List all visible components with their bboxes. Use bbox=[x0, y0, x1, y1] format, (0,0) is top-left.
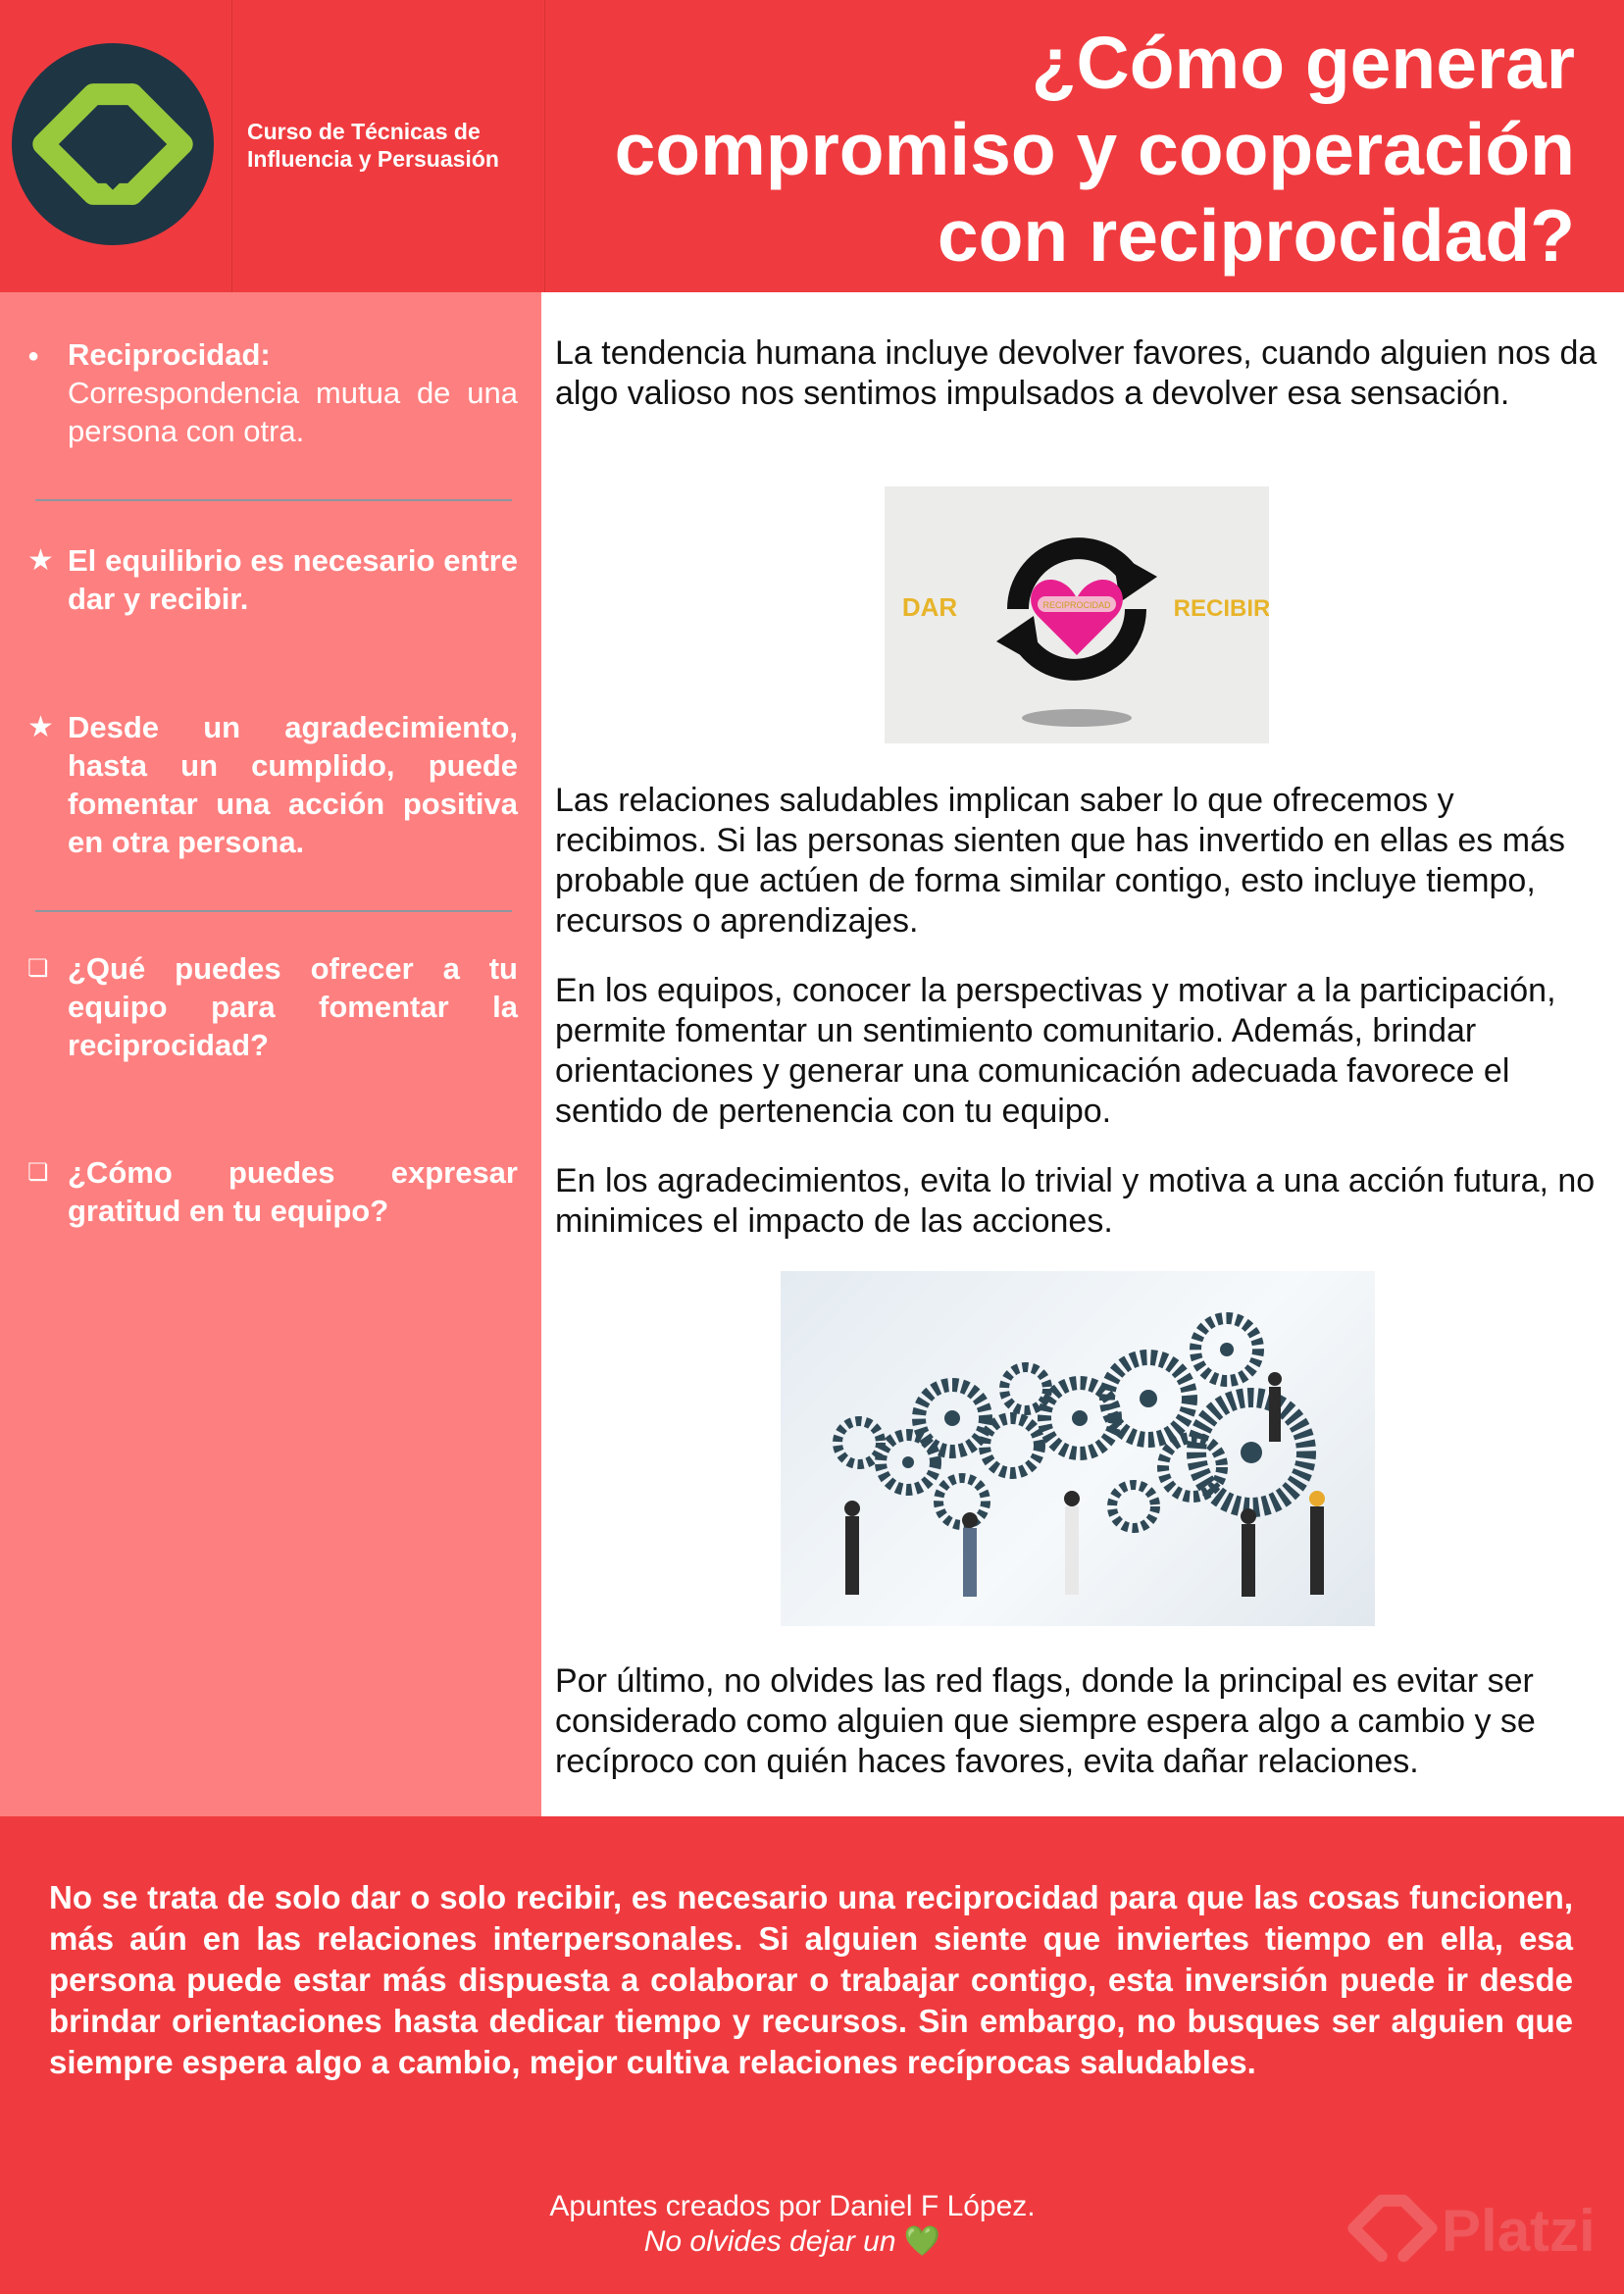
recibir-label: RECIBIR bbox=[1173, 595, 1269, 622]
page-title bbox=[545, 20, 1575, 279]
course-title bbox=[247, 118, 541, 173]
star-icon: ★ bbox=[27, 544, 54, 577]
question-text: ¿Qué puedes ofrecer a tu equipo para fomentar la reciprocidad? bbox=[68, 951, 518, 1062]
question-item bbox=[27, 1153, 518, 1230]
reciprocity-cycle-image bbox=[885, 486, 1269, 743]
divider bbox=[35, 499, 512, 501]
definition-item bbox=[27, 335, 518, 450]
star-item-text: Desde un agradecimiento, hasta un cumplido, puede fomentar una acción positiva en otra persona. bbox=[68, 710, 518, 859]
paragraph-relationships: Las relaciones saludables implican saber lo que ofrecemos y recibimos. Si las personas sienten que has invertido en ellas es más probable que actúen de forma similar contigo, esto incluye tiempo, recursos o aprendizajes. bbox=[555, 782, 1565, 940]
checkbox-icon: ❏ bbox=[27, 955, 49, 982]
header-divider bbox=[231, 0, 232, 292]
sidebar bbox=[0, 292, 541, 1816]
title-line-3: con reciprocidad? bbox=[937, 194, 1575, 277]
credit bbox=[0, 2189, 1585, 2260]
green-heart-icon: 💚 bbox=[903, 2225, 941, 2258]
definition-term: Reciprocidad: bbox=[68, 337, 271, 372]
course-line-2: Influencia y Persuasión bbox=[247, 146, 499, 172]
paragraph-gratitude: En los agradecimientos, evita lo trivial y motiva a una acción futura, no minimices el impacto de las acciones. bbox=[555, 1162, 1596, 1240]
course-line-1: Curso de Técnicas de bbox=[247, 119, 481, 144]
main-content bbox=[541, 292, 1624, 1816]
paragraph-red-flags: Por último, no olvides las red flags, donde la principal es evitar ser considerado como alguien que siempre espera algo a cambio y se recíproco con quién haces favores, evita dañar relaciones. bbox=[555, 1662, 1536, 1780]
title-line-1: ¿Cómo generar bbox=[1031, 22, 1575, 104]
cycle-center-label: RECIPROCIDAD bbox=[1042, 600, 1111, 610]
divider bbox=[35, 910, 512, 912]
gears-teamwork-image bbox=[781, 1271, 1375, 1626]
paragraph-intro: La tendencia humana incluye devolver favores, cuando alguien nos da algo valioso nos sentimos impulsados a devolver esa sensación. bbox=[555, 334, 1598, 412]
platzi-watermark-text: Platzi bbox=[1442, 2198, 1596, 2264]
header bbox=[0, 0, 1624, 292]
star-icon: ★ bbox=[27, 711, 54, 743]
reciprocity-cycle-illustration bbox=[885, 486, 1269, 743]
star-item bbox=[27, 708, 518, 861]
title-line-2: compromiso y cooperación bbox=[614, 108, 1575, 190]
footer bbox=[0, 1816, 1624, 2294]
credit-author: Apuntes creados por Daniel F López. bbox=[549, 2190, 1036, 2222]
star-item bbox=[27, 541, 518, 618]
credit-reminder: No olvides dejar un bbox=[643, 2225, 896, 2258]
summary-text: No se trata de solo dar o solo recibir, es necesario una reciprocidad para que las cosas funcionen, más aún en las relaciones interpersonales. Si alguien siente que inviertes tiempo en ella, esa persona puede estar más dispuesta a colaborar o trabajar contigo, esta inversión puede ir desde brindar orientaciones hasta dedicar tiempo y recursos. Sin embargo, no busques ser alguien que siempre espera algo a cambio, mejor cultiva relaciones recíprocas saludables. bbox=[49, 1879, 1573, 2080]
definition-text: Correspondencia mutua de una persona con otra. bbox=[68, 376, 518, 448]
platzi-logo-icon bbox=[12, 43, 214, 245]
question-item bbox=[27, 949, 518, 1064]
paragraph-teams: En los equipos, conocer la perspectivas y motivar a la participación, permite fomentar un sentimiento comunitario. Además, brindar orientaciones y generar una comunicación adecuada favorece el sentido de pertenencia con tu equipo. bbox=[555, 972, 1556, 1130]
dar-label: DAR bbox=[901, 592, 958, 622]
bullet-icon: ● bbox=[27, 345, 40, 367]
gears-illustration bbox=[781, 1271, 1375, 1626]
star-item-text: El equilibrio es necesario entre dar y recibir. bbox=[68, 543, 518, 616]
checkbox-icon: ❏ bbox=[27, 1159, 49, 1186]
question-text: ¿Cómo puedes expresar gratitud en tu equipo? bbox=[68, 1155, 518, 1228]
